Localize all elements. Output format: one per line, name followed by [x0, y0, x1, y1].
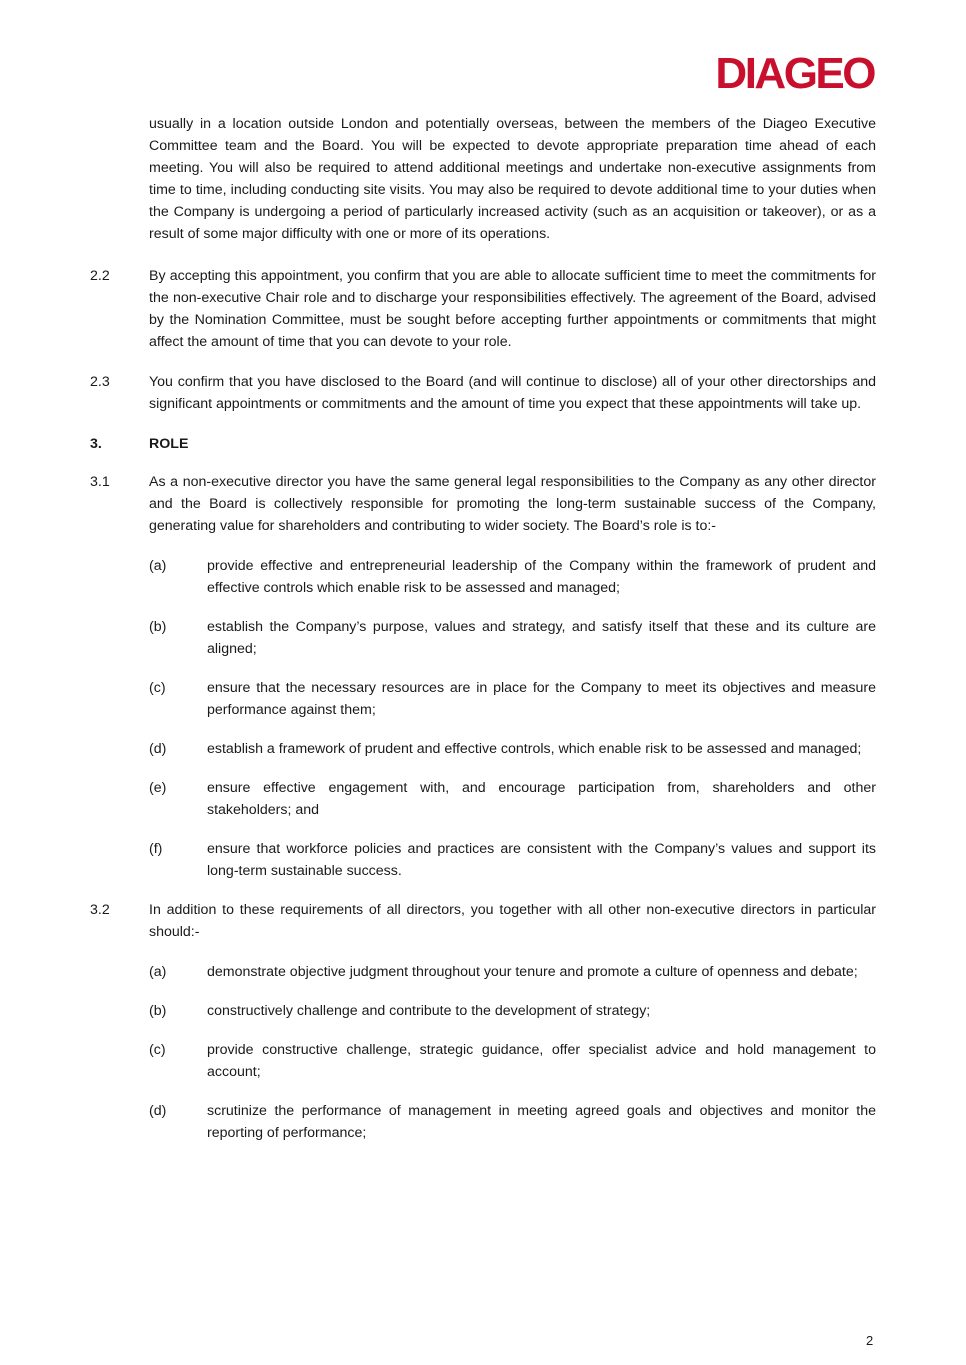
item-text: ensure that workforce policies and practices are consistent with the Company’s values and support its long-term sustainable success.	[207, 841, 876, 879]
item-label: (c)	[149, 680, 166, 696]
item-label: (c)	[149, 1042, 166, 1058]
intro-paragraph: usually in a location outside London and potentially overseas, between the members of the Diageo Executive Committee team and the Board. You will be expected to devote appropriate preparation time ahead of each meeting. You will also be required to attend additional meetings and undertake non-executive assignments from time to time, including conducting site visits. You may also be required to devote additional time to your duties when the Company is undergoing a period of particularly increased activity (such as an acquisition or takeover), or as a result of some major difficulty with one or more of its operations.	[149, 116, 876, 242]
section-title: ROLE	[149, 436, 189, 452]
item-text: constructively challenge and contribute to the development of strategy;	[207, 1003, 651, 1019]
item-label: (a)	[149, 558, 167, 574]
clause-text: By accepting this appointment, you confirm that you are able to allocate sufficient time to meet the commitments for the non-executive Chair role and to discharge your responsibilities effectively. The agreement of the Board, advised by the Nomination Committee, must be sought before accepting further appointments or commitments that might affect the amount of time that you can devote to your role.	[149, 268, 876, 350]
item-text: ensure that the necessary resources are in place for the Company to meet its objectives and measure performance against them;	[207, 680, 876, 718]
clause-3-1	[90, 471, 876, 537]
list-item	[149, 738, 876, 760]
clause-number: 2.3	[90, 374, 110, 390]
list-item	[149, 1000, 876, 1022]
list-item	[149, 616, 876, 660]
item-label: (b)	[149, 1003, 167, 1019]
item-text: scrutinize the performance of management in meeting agreed goals and objectives and monitor the reporting of performance;	[207, 1103, 876, 1141]
list-item	[149, 555, 876, 599]
item-text: establish the Company’s purpose, values and strategy, and satisfy itself that these and its culture are aligned;	[207, 619, 876, 657]
item-text: ensure effective engagement with, and encourage participation from, shareholders and other stakeholders; and	[207, 780, 876, 818]
clause-3-2	[90, 899, 876, 943]
clause-text: You confirm that you have disclosed to the Board (and will continue to disclose) all of your other directorships and significant appointments or commitments and the amount of time you expect that these appointments will take up.	[149, 374, 876, 412]
document-body	[90, 113, 876, 1161]
item-label: (b)	[149, 619, 167, 635]
clause-text: In addition to these requirements of all directors, you together with all other non-executive directors in particular should:-	[149, 902, 876, 940]
list-item	[149, 1100, 876, 1144]
section-number: 3.	[90, 436, 102, 452]
clause-text: As a non-executive director you have the same general legal responsibilities to the Company as any other director and the Board is collectively responsible for promoting the long-term sustainable success of the Company, generating value for shareholders and contributing to wider society. The Board’s role is to:-	[149, 474, 876, 534]
diageo-logo: DIAGEO	[715, 49, 874, 98]
clause-2-3	[90, 371, 876, 415]
clause-number: 3.1	[90, 474, 110, 490]
item-label: (e)	[149, 780, 167, 796]
section-heading-role	[90, 433, 876, 455]
item-label: (f)	[149, 841, 163, 857]
page-number: 2	[866, 1333, 874, 1348]
item-text: provide effective and entrepreneurial leadership of the Company within the framework of prudent and effective controls which enable risk to be assessed and managed;	[207, 558, 876, 596]
clause-number: 2.2	[90, 268, 110, 284]
item-label: (a)	[149, 964, 167, 980]
item-label: (d)	[149, 1103, 167, 1119]
list-item	[149, 677, 876, 721]
list-item	[149, 777, 876, 821]
list-item	[149, 838, 876, 882]
list-item	[149, 1039, 876, 1083]
clause-number: 3.2	[90, 902, 110, 918]
item-text: provide constructive challenge, strategic guidance, offer specialist advice and hold management to account;	[207, 1042, 876, 1080]
item-label: (d)	[149, 741, 167, 757]
item-text: establish a framework of prudent and effective controls, which enable risk to be assessed and managed;	[207, 741, 862, 757]
item-text: demonstrate objective judgment throughout your tenure and promote a culture of openness and debate;	[207, 964, 858, 980]
clause-2-2	[90, 265, 876, 353]
list-item	[149, 961, 876, 983]
